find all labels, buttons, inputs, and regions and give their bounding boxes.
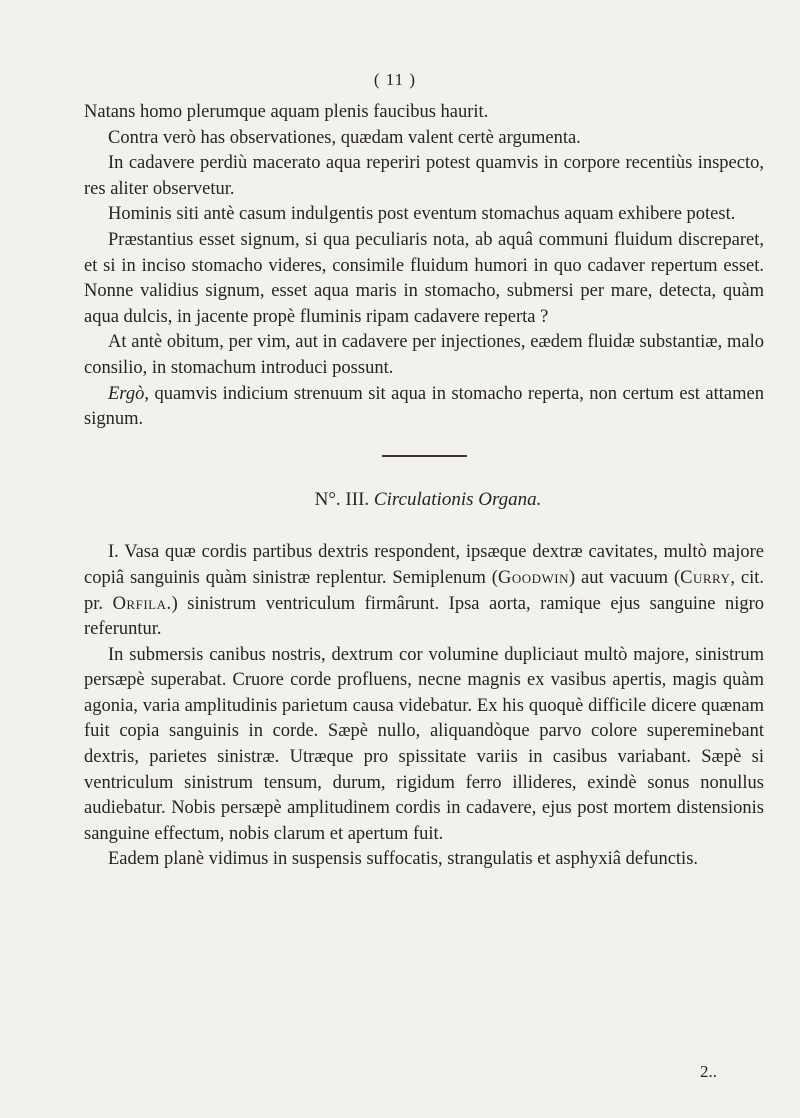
section-heading: [84, 487, 764, 513]
paragraph-text: , cit. pr.: [84, 567, 764, 614]
paragraph: Eadem planè vidimus in suspensis suffocatis, strangulatis et asphyxiâ defunctis.: [108, 849, 699, 870]
paragraph: Præstantius esset signum, si qua peculiaris nota, ab aquâ communi fluidum discreparet, et si in inciso stomacho videres, consimile fluidum humori in quo cadaver repertum esset. Nonne validius signum, esset aqua maris in stomacho, submersi per mare, detecta, quàm aqua dulcis, in jacente propè fluminis ripam cadavere reperta ?: [84, 229, 764, 327]
author-name: Curry: [680, 567, 731, 588]
conclusion-paragraph: [84, 382, 764, 433]
paragraph-text: ) aut vacuum (: [568, 567, 681, 588]
paragraph: Hominis siti antè casum indulgentis post eventum stomachus aquam exhibere potest.: [108, 204, 736, 225]
section-number: N°. III.: [314, 488, 370, 510]
body-text: [84, 100, 764, 873]
author-name: Orfila.: [112, 593, 172, 614]
paragraph: [84, 540, 764, 642]
section-title: Circulationis Organa.: [373, 488, 542, 510]
author-name: Goodwin: [497, 567, 569, 588]
paragraph: Natans homo plerumque aquam plenis faucibus haurit.: [84, 102, 489, 122]
conclusion-lead: Ergò,: [108, 383, 149, 404]
paragraph: In submersis canibus nostris, dextrum cor volumine dupliciaut multò majore, sinistrum persæpè superabat. Cruore corde profluens, necne magnis ex vasibus apertis, magis quàm agonia, varia amplitudinis parietum causa videbatur. Ex his quoquè difficile dicere quænam fuit copia sanguinis in corde. Sæpè nullo, aliquandòque parvo colore supereminebant dextris, parietes sinistræ. Utræque pro spissitate variis in casibus variabant. Sæpè si ventriculum sinistrum tensum, durum, rigidum ferro illideres, exindè sonus nonullus audiebatur. Nobis persæpè amplitudinem cordis in cadavere, ejus post mortem distensionis sanguine effectum, nobis clarum et apertum fuit.: [84, 644, 764, 844]
paragraph-text: ) sinistrum ventriculum firmârunt. Ipsa aorta, ramique ejus sanguine nigro referuntur.: [84, 593, 765, 640]
signature-mark: 2..: [700, 1062, 717, 1081]
paragraph: In cadavere perdiù macerato aqua reperiri potest quamvis in corpore recentiùs inspecto, res aliter observetur.: [84, 153, 764, 199]
conclusion-text: quamvis indicium strenuum sit aqua in stomacho reperta, non certum est attamen signum.: [84, 383, 764, 430]
paragraph: At antè obitum, per vim, aut in cadavere per injectiones, eædem fluidæ substantiæ, malo consilio, in stomachum introduci possunt.: [84, 332, 764, 378]
page-number: ( 11 ): [373, 70, 417, 89]
paragraph-text: I. Vasa quæ cordis partibus dextris respondent, ipsæque dextræ cavitates, multò majore copiâ sanguinis quàm sinistræ replentur. Semiplenum (: [84, 542, 764, 588]
section-divider: [382, 455, 467, 457]
paragraph: Contra verò has observationes, quædam valent certè argumenta.: [108, 127, 581, 148]
